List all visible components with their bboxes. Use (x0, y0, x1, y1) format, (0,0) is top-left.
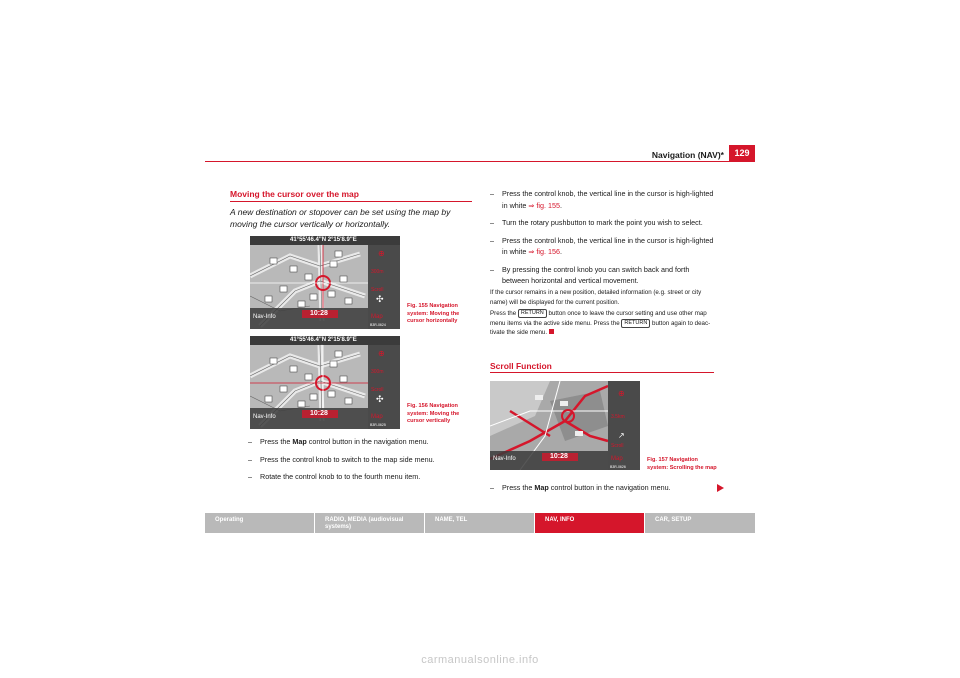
crosshair-icon: ✣ (376, 294, 384, 304)
return-key: RETURN (621, 319, 650, 328)
step-item: – Press the control knob to switch to the map side menu. (248, 454, 435, 464)
step-item: – Turn the rotary pushbutton to mark the point you wish to select. (490, 218, 703, 227)
chapter-tabs (205, 513, 755, 533)
tab-name-tel[interactable]: NAME, TEL (425, 513, 534, 533)
return-key: RETURN (518, 309, 547, 318)
figure-155-map-screen (250, 236, 400, 329)
page-number: 129 (729, 145, 755, 162)
figure-157-map-screen (490, 381, 640, 470)
clock-time: 10:28 (310, 410, 328, 417)
figure-156-caption: Fig. 156 Navigation system: Moving the cursor vertically (407, 403, 460, 424)
map-softkey: Map (371, 314, 383, 320)
figure-code: B3R-0624 (370, 323, 386, 327)
step-item: – By pressing the control knob you can switch back and forth between horizontal and vertical movement. (490, 264, 690, 285)
tab-nav-info[interactable]: NAV, INFO (535, 513, 644, 533)
tab-radio-media[interactable]: RADIO, MEDIA (audiovisual systems) (315, 513, 424, 533)
clock-time: 10:28 (310, 310, 328, 317)
nav-info-label: Nav-Info (253, 414, 276, 420)
arrow-icon: ↗ (618, 431, 625, 440)
coordinate-readout: 41°55'46.4"N 2°15'8.9"E (290, 237, 357, 243)
step-item: – Rotate the control knob to to the fourth menu item. (248, 472, 421, 481)
figure-155-caption: Fig. 155 Navigation system: Moving the cursor horizontally (407, 303, 460, 324)
compass-icon: ⊕ (618, 389, 625, 398)
section-heading-scroll: Scroll Function (490, 361, 552, 371)
clock-time: 10:28 (550, 453, 568, 460)
section-end-icon (549, 329, 554, 334)
step-item: – Press the control knob, the vertical line in the cursor is high-lighted in white ⇒ fig. 156. (490, 235, 714, 256)
section-rule (490, 372, 714, 373)
step-item: – Press the control knob, the vertical line in the cursor is high-lighted in white ⇒ fig. 155. (490, 189, 714, 210)
figure-code: B3R-0626 (610, 465, 626, 469)
right-last-step (490, 482, 715, 500)
figure-156-map-screen (250, 336, 400, 429)
section-rule (230, 201, 472, 202)
note-cursor-info: If the cursor remains in a new position, detailed information (e.g. street or city name) will be displayed for the current position. (490, 289, 702, 306)
coordinate-readout: 41°55'46.4"N 2°15'8.9"E (290, 337, 357, 343)
continue-arrow-icon (717, 484, 724, 492)
section-heading-moving-cursor: Moving the cursor over the map (230, 189, 359, 199)
scale-label: 3.5km (611, 414, 625, 420)
right-steps (490, 188, 715, 293)
scroll-label: Scroll (611, 443, 624, 449)
running-header-title: Navigation (NAV)* (651, 150, 724, 160)
figure-reference-link[interactable]: ⇒ fig. 156 (528, 247, 560, 256)
compass-icon: ⊕ (378, 249, 385, 258)
watermark: carmanualsonline.info (421, 654, 539, 666)
figure-reference-link[interactable]: ⇒ fig. 155 (528, 200, 560, 210)
scale-label: 300m (371, 369, 384, 375)
tab-car-setup[interactable]: CAR, SETUP (645, 513, 755, 533)
header-rule (205, 161, 755, 162)
scroll-label: Scroll (371, 387, 384, 393)
scale-label: 300m (371, 269, 384, 275)
crosshair-icon: ✣ (376, 394, 384, 404)
step-item: – Press the Map control button in the navigation menu. (248, 437, 429, 446)
left-steps (248, 436, 473, 489)
step-item: – Press the Map control button in the navigation menu. (490, 483, 671, 492)
compass-icon: ⊕ (378, 349, 385, 358)
tab-operating[interactable]: Operating (205, 513, 314, 533)
figure-157-caption: Fig. 157 Navigation system: Scrolling the map (647, 457, 717, 471)
scroll-label: Scroll (371, 287, 384, 293)
note-return: Press the RETURN button once to leave the cursor setting and use other map menu items via the active side menu. Press the RETURN button again to deac-tivate the side menu. (490, 310, 711, 336)
section-intro: A new destination or stopover can be set using the map by moving the cursor vertically or horizontally. (230, 207, 451, 229)
nav-info-label: Nav-Info (253, 314, 276, 320)
map-softkey: Map (611, 456, 623, 462)
map-softkey: Map (371, 414, 383, 420)
figure-code: B3R-0625 (370, 423, 386, 427)
nav-info-label: Nav-Info (493, 456, 516, 462)
